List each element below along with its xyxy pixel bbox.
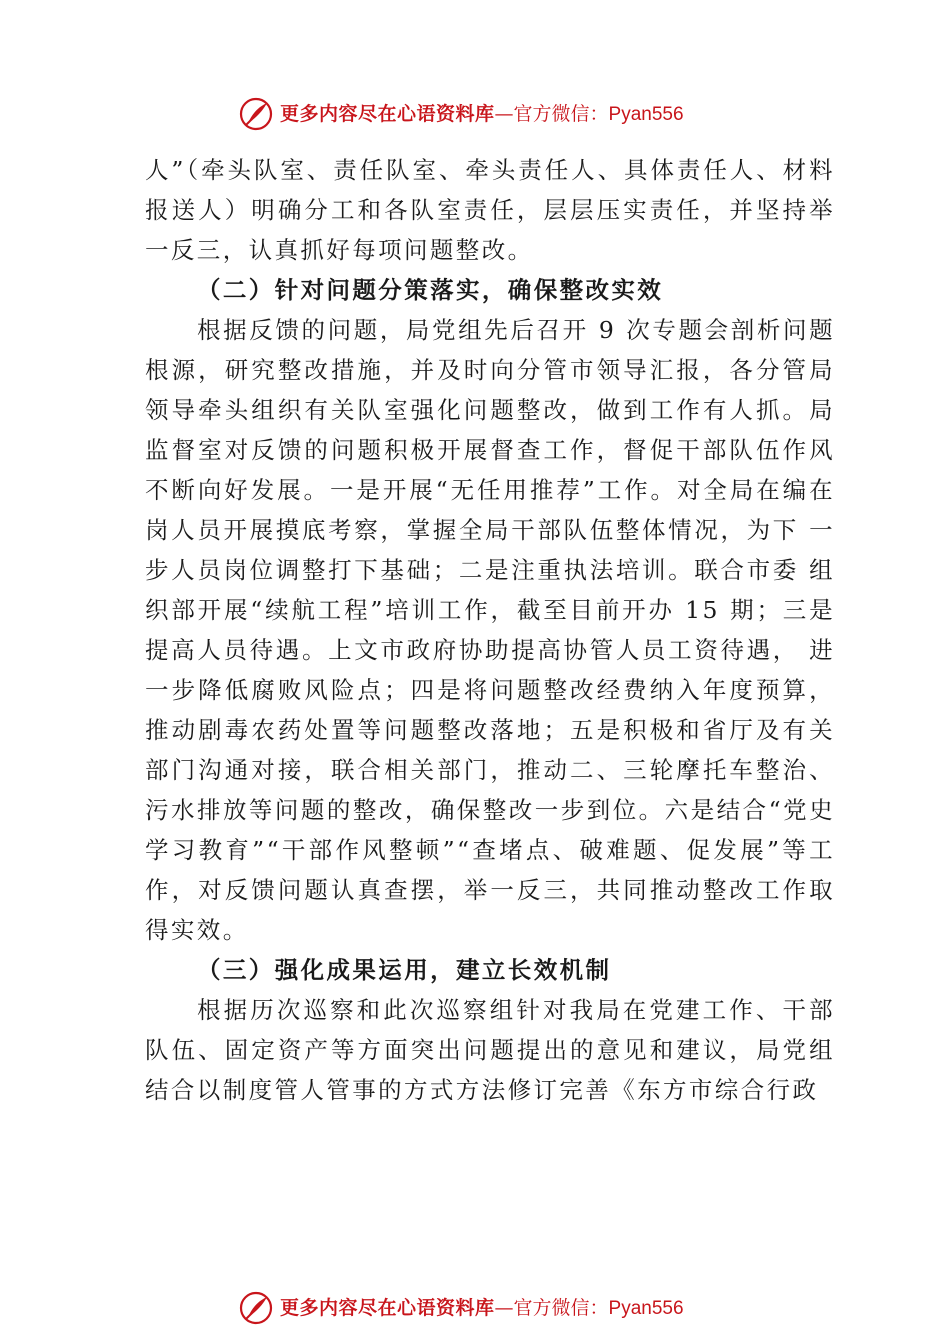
body-paragraph: 根据历次巡察和此次巡察组针对我局在党建工作、干部队伍、固定资产等方面突出问题提出的意见和建议，局党组结合以制度管人管事的方式方法修订完善《东方市综合行政 — [145, 996, 835, 1104]
body-paragraph: 人”（牵头队室、责任队室、牵头责任人、具体责任人、材料报送人）明确分工和各队室责任，层层压实责任，并坚持举一反三，认真抓好每项问题整改。 — [145, 156, 835, 264]
feather-pen-icon — [238, 1290, 274, 1326]
section-heading: （三）强化成果运用，建立长效机制 — [197, 956, 612, 984]
header-watermark-banner — [0, 94, 950, 138]
watermark-wechat-id: Pyan556 — [608, 1298, 684, 1319]
watermark-brand: 更多内容尽在心语资料库 — [280, 1297, 495, 1319]
watermark-label: 官方微信： — [513, 103, 609, 125]
watermark-text — [280, 101, 684, 128]
document-body — [145, 150, 835, 1110]
feather-pen-icon — [238, 96, 274, 132]
watermark-dash: — — [494, 103, 514, 125]
watermark-wechat-id: Pyan556 — [608, 104, 684, 125]
watermark-brand: 更多内容尽在心语资料库 — [280, 103, 495, 125]
watermark-text — [280, 1295, 684, 1322]
body-paragraph: 根据反馈的问题，局党组先后召开 9 次专题会剖析问题根源，研究整改措施，并及时向分管市领导汇报，各分管局 领导牵头组织有关队室强化问题整改，做到工作有人抓。局 监督室对反馈的问题积极开展督查工作，督促干部队伍作风 不断向好发展。一是开展“无任用推荐”工作。对全局在编在岗人员开展摸底考察，掌握全局干部队伍整体情况，为下 一步人员岗位调整打下基础；二是注重执法培训。联合市委 组织部开展“续航工程”培训工作，截至目前开办 15 期；三是提高人员待遇。上文市政府协助提高协管人员工资待遇， 进一步降低腐败风险点；四是将问题整改经费纳入年度预算， 推动剧毒农药处置等问题整改落地；五是积极和省厅及有关部门沟通对接，联合相关部门，推动二、三轮摩托车整治、污水排放等问题的整改，确保整改一步到位。六是结合“党史学习教育”“干部作风整顿”“查堵点、破难题、促发展”等工作，对反馈问题认真查摆，举一反三，共同推动整改工作取得实效。 — [145, 316, 835, 944]
watermark-label: 官方微信： — [513, 1297, 609, 1319]
footer-watermark-banner — [0, 1288, 950, 1332]
watermark-dash: — — [494, 1297, 514, 1319]
section-heading: （二）针对问题分策落实，确保整改实效 — [197, 276, 664, 304]
